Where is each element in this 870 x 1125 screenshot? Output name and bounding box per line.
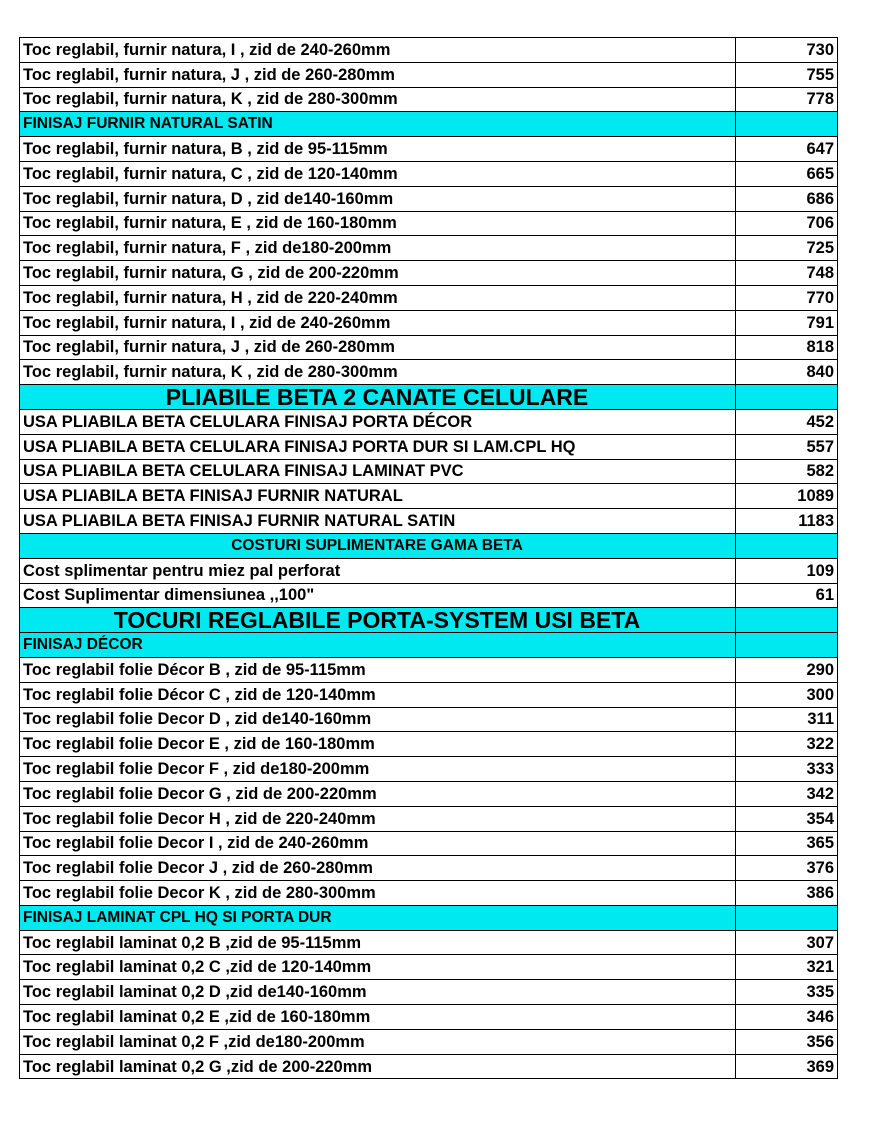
price-cell: 369 xyxy=(736,1054,838,1079)
product-description: Cost Suplimentar dimensiunea ,,100" xyxy=(20,583,736,608)
price-cell xyxy=(736,533,838,558)
table-row xyxy=(20,285,838,310)
product-description: USA PLIABILA BETA FINISAJ FURNIR NATURAL xyxy=(20,484,736,509)
price-cell: 109 xyxy=(736,558,838,583)
product-description: Toc reglabil laminat 0,2 G ,zid de 200-220mm xyxy=(20,1054,736,1079)
product-description: TOCURI REGLABILE PORTA-SYSTEM USI BETA xyxy=(20,608,736,633)
price-cell: 61 xyxy=(736,583,838,608)
table-row xyxy=(20,211,838,236)
product-description: Toc reglabil, furnir natura, H , zid de 220-240mm xyxy=(20,285,736,310)
price-cell: 840 xyxy=(736,360,838,385)
product-description: Toc reglabil, furnir natura, E , zid de 160-180mm xyxy=(20,211,736,236)
product-description: Toc reglabil, furnir natura, G , zid de 200-220mm xyxy=(20,261,736,286)
table-row xyxy=(20,310,838,335)
product-description: Toc reglabil folie Decor H , zid de 220-240mm xyxy=(20,806,736,831)
table-row xyxy=(20,732,838,757)
product-description: Toc reglabil folie Décor C , zid de 120-140mm xyxy=(20,682,736,707)
product-description: Toc reglabil laminat 0,2 B ,zid de 95-115mm xyxy=(20,930,736,955)
price-cell: 665 xyxy=(736,161,838,186)
table-row xyxy=(20,583,838,608)
table-row xyxy=(20,261,838,286)
table-row xyxy=(20,707,838,732)
price-cell: 321 xyxy=(736,955,838,980)
product-description: USA PLIABILA BETA CELULARA FINISAJ LAMINAT PVC xyxy=(20,459,736,484)
price-cell: 322 xyxy=(736,732,838,757)
price-cell: 706 xyxy=(736,211,838,236)
table-row xyxy=(20,657,838,682)
table-row xyxy=(20,434,838,459)
price-cell: 290 xyxy=(736,657,838,682)
product-description: Toc reglabil, furnir natura, J , zid de 260-280mm xyxy=(20,335,736,360)
price-cell xyxy=(736,905,838,930)
table-row xyxy=(20,360,838,385)
product-description: Toc reglabil folie Decor J , zid de 260-280mm xyxy=(20,856,736,881)
price-cell: 818 xyxy=(736,335,838,360)
table-row xyxy=(20,161,838,186)
product-description: Toc reglabil laminat 0,2 C ,zid de 120-140mm xyxy=(20,955,736,980)
table-row xyxy=(20,62,838,87)
category-title-row xyxy=(20,608,838,633)
product-description: Toc reglabil, furnir natura, J , zid de 260-280mm xyxy=(20,62,736,87)
product-description: Toc reglabil, furnir natura, F , zid de180-200mm xyxy=(20,236,736,261)
product-description: Toc reglabil folie Décor B , zid de 95-115mm xyxy=(20,657,736,682)
product-description: Toc reglabil, furnir natura, D , zid de140-160mm xyxy=(20,186,736,211)
price-cell: 342 xyxy=(736,781,838,806)
price-cell: 311 xyxy=(736,707,838,732)
product-description: Toc reglabil, furnir natura, I , zid de 240-260mm xyxy=(20,310,736,335)
price-cell: 307 xyxy=(736,930,838,955)
section-header-row xyxy=(20,905,838,930)
table-row xyxy=(20,930,838,955)
price-cell: 778 xyxy=(736,87,838,112)
product-description: Toc reglabil laminat 0,2 D ,zid de140-160mm xyxy=(20,980,736,1005)
price-cell: 300 xyxy=(736,682,838,707)
price-cell: 354 xyxy=(736,806,838,831)
product-description: FINISAJ DÉCOR xyxy=(20,633,736,658)
price-cell: 386 xyxy=(736,881,838,906)
category-title-row xyxy=(20,385,838,410)
price-cell: 647 xyxy=(736,137,838,162)
table-row xyxy=(20,137,838,162)
product-description: Toc reglabil folie Decor F , zid de180-200mm xyxy=(20,757,736,782)
price-cell: 686 xyxy=(736,186,838,211)
price-cell: 770 xyxy=(736,285,838,310)
table-row xyxy=(20,558,838,583)
price-table xyxy=(19,37,838,1079)
table-row xyxy=(20,484,838,509)
price-cell xyxy=(736,112,838,137)
product-description: Toc reglabil folie Decor I , zid de 240-260mm xyxy=(20,831,736,856)
table-row xyxy=(20,831,838,856)
product-description: Toc reglabil folie Decor K , zid de 280-300mm xyxy=(20,881,736,906)
product-description: USA PLIABILA BETA CELULARA FINISAJ PORTA DÉCOR xyxy=(20,409,736,434)
table-row xyxy=(20,1029,838,1054)
price-cell xyxy=(736,385,838,410)
price-cell: 376 xyxy=(736,856,838,881)
price-cell: 725 xyxy=(736,236,838,261)
table-row xyxy=(20,1054,838,1079)
price-list-sheet xyxy=(19,37,837,1079)
table-row xyxy=(20,409,838,434)
price-cell xyxy=(736,633,838,658)
product-description: Toc reglabil folie Decor E , zid de 160-180mm xyxy=(20,732,736,757)
table-row xyxy=(20,781,838,806)
price-cell: 452 xyxy=(736,409,838,434)
price-cell: 755 xyxy=(736,62,838,87)
table-row xyxy=(20,236,838,261)
product-description: Toc reglabil, furnir natura, I , zid de 240-260mm xyxy=(20,38,736,63)
product-description: FINISAJ FURNIR NATURAL SATIN xyxy=(20,112,736,137)
section-header-row xyxy=(20,633,838,658)
price-cell: 1183 xyxy=(736,509,838,534)
price-cell: 346 xyxy=(736,1005,838,1030)
table-row xyxy=(20,1005,838,1030)
product-description: Toc reglabil folie Decor G , zid de 200-220mm xyxy=(20,781,736,806)
table-row xyxy=(20,335,838,360)
table-row xyxy=(20,509,838,534)
section-header-row xyxy=(20,533,838,558)
product-description: Toc reglabil folie Decor D , zid de140-160mm xyxy=(20,707,736,732)
table-row xyxy=(20,38,838,63)
price-cell: 582 xyxy=(736,459,838,484)
price-cell: 356 xyxy=(736,1029,838,1054)
product-description: COSTURI SUPLIMENTARE GAMA BETA xyxy=(20,533,736,558)
product-description: USA PLIABILA BETA FINISAJ FURNIR NATURAL SATIN xyxy=(20,509,736,534)
table-row xyxy=(20,881,838,906)
price-cell: 335 xyxy=(736,980,838,1005)
table-row xyxy=(20,806,838,831)
table-row xyxy=(20,955,838,980)
table-row xyxy=(20,856,838,881)
price-cell: 365 xyxy=(736,831,838,856)
table-row xyxy=(20,980,838,1005)
product-description: Toc reglabil laminat 0,2 F ,zid de180-200mm xyxy=(20,1029,736,1054)
section-header-row xyxy=(20,112,838,137)
price-cell: 791 xyxy=(736,310,838,335)
price-cell: 748 xyxy=(736,261,838,286)
product-description: Toc reglabil, furnir natura, C , zid de 120-140mm xyxy=(20,161,736,186)
table-row xyxy=(20,459,838,484)
price-cell: 557 xyxy=(736,434,838,459)
product-description: FINISAJ LAMINAT CPL HQ SI PORTA DUR xyxy=(20,905,736,930)
price-cell: 730 xyxy=(736,38,838,63)
product-description: Toc reglabil, furnir natura, B , zid de 95-115mm xyxy=(20,137,736,162)
price-cell: 333 xyxy=(736,757,838,782)
price-cell xyxy=(736,608,838,633)
table-row xyxy=(20,87,838,112)
table-row xyxy=(20,757,838,782)
product-description: Toc reglabil, furnir natura, K , zid de 280-300mm xyxy=(20,360,736,385)
product-description: Toc reglabil laminat 0,2 E ,zid de 160-180mm xyxy=(20,1005,736,1030)
price-cell: 1089 xyxy=(736,484,838,509)
product-description: Toc reglabil, furnir natura, K , zid de 280-300mm xyxy=(20,87,736,112)
product-description: PLIABILE BETA 2 CANATE CELULARE xyxy=(20,385,736,410)
product-description: Cost splimentar pentru miez pal perforat xyxy=(20,558,736,583)
table-row xyxy=(20,682,838,707)
table-row xyxy=(20,186,838,211)
product-description: USA PLIABILA BETA CELULARA FINISAJ PORTA DUR SI LAM.CPL HQ xyxy=(20,434,736,459)
